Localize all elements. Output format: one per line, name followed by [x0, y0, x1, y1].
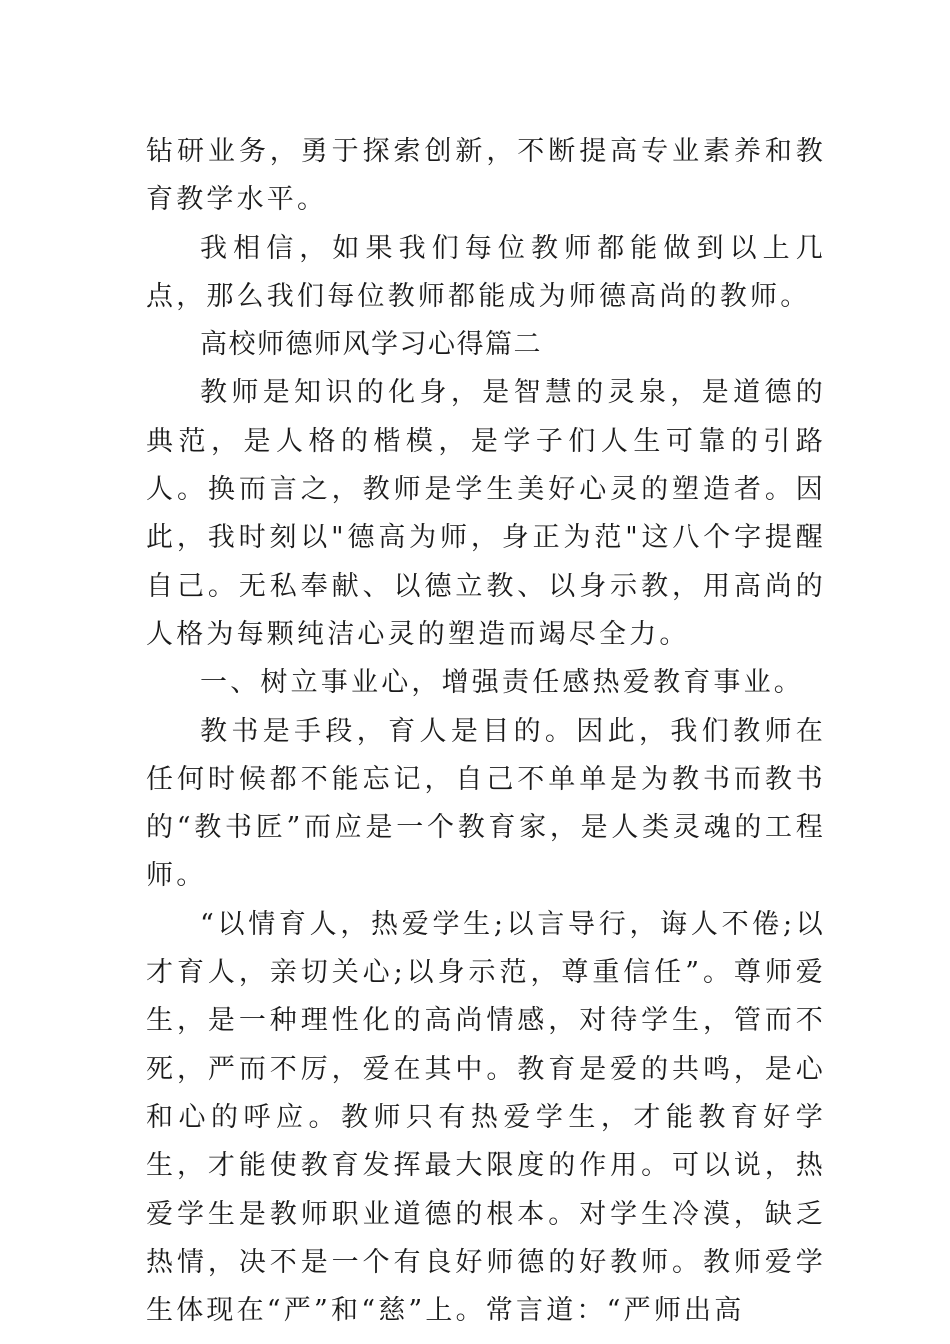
paragraph-6: “以情育人，热爱学生;以言导行，诲人不倦;以才育人，亲切关心;以身示范，尊重信任”。尊师爱生，是一种理性化的高尚情感，对待学生，管而不死，严而不厉，爱在其中。教育是爱的共鸣，是心和心的呼应。教师只有热爱学生，才能教育好学生，才能使教育发挥最大限度的作用。可以说，热爱学生是教师职业道德的根本。对学生冷漠，缺乏热情，决不是一个有良好师德的好教师。教师爱学生体现在“严”和“慈”上。常言道：“严师出高: [146, 908, 826, 1327]
paragraph-2: 我相信，如果我们每位教师都能做到以上几点，那么我们每位教师都能成为师德高尚的教师。: [146, 232, 826, 312]
document-body: [146, 128, 826, 1335]
paragraph-4: 一、树立事业心，增强责任感热爱教育事业。: [200, 667, 804, 699]
paragraph-3: 教师是知识的化身，是智慧的灵泉，是道德的典范，是人格的楷模，是学子们人生可靠的引路人。换而言之，教师是学生美好心灵的塑造者。因此，我时刻以"德高为师，身正为范"这八个字提醒自己。无私奉献、以德立教、以身示教，用高尚的人格为每颗纯洁心灵的塑造而竭尽全力。: [146, 377, 826, 650]
section-heading: 高校师德师风学习心得篇二: [200, 329, 542, 361]
paragraph-5: 教书是手段，育人是目的。因此，我们教师在任何时候都不能忘记，自己不单单是为教书而教书的“教书匠”而应是一个教育家，是人类灵魂的工程师。: [146, 715, 826, 892]
paragraph-1: 钻研业务，勇于探索创新，不断提高专业素养和教育教学水平。: [146, 136, 826, 216]
